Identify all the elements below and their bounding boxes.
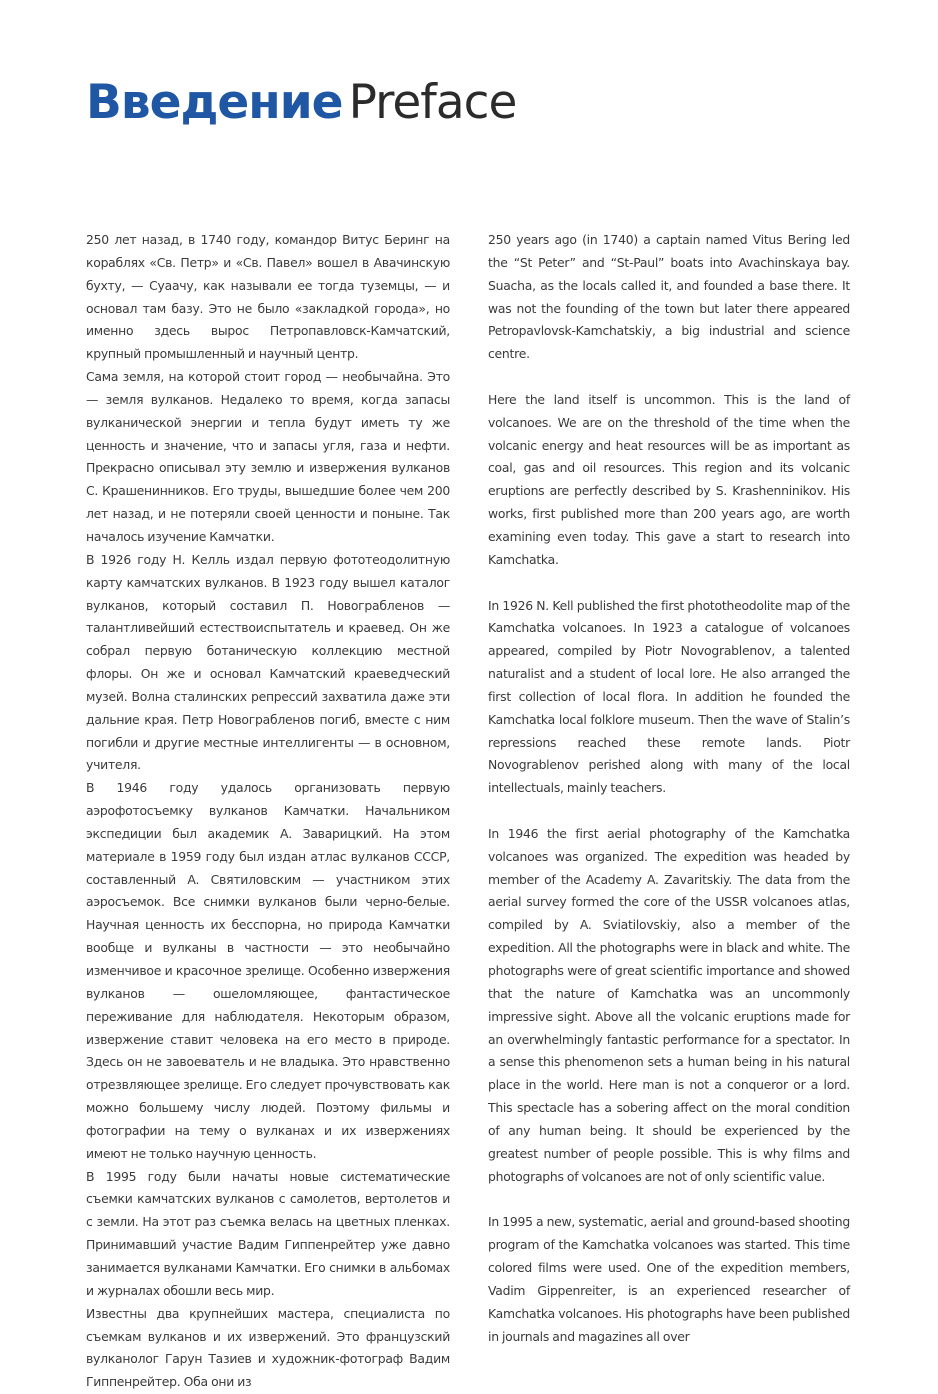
english-paragraph: In 1926 N. Kell published the first phototheodolite map of the Kamchatka volcanoes. In 1923 a catalogue of volcanoes appeared, compiled by Piotr Novograblenov, a talented naturalist and a student of local lore. He also arranged the first collection of local flora. In addition he founded the Kamchatka local folklore museum. Then the wave of Stalin’s repressions reached these remote lands. Piotr Novograblenov perished along with many of the local intellectuals, mainly teachers. <box>488 597 850 796</box>
russian-paragraph: В 1995 году были начаты новые систематические съемки камчатских вулканов с самолетов, вертолетов и с земли. На этот раз съемка велась на цветных пленках. Принимавший участие Вадим Гиппенрейтер уже давно занимается вулканами Камчатки. Его снимки в альбомах и журналах обошли весь мир. <box>86 1168 450 1298</box>
english-paragraph: In 1995 a new, systematic, aerial and ground-based shooting program of the Kamchatka volcanoes was started. This time colored films were used. One of the expedition members, Vadim Gippenreiter, is an experienced researcher of Kamchatka volcanoes. His photographs have been published in journals and magazines all over <box>488 1214 850 1344</box>
title-russian: Введение <box>86 75 343 130</box>
english-text-column <box>488 229 850 1348</box>
title-english: Preface <box>348 75 517 130</box>
english-paragraph: In 1946 the first aerial photography of the Kamchatka volcanoes was organized. The expedition was headed by member of the Academy A. Zavaritskiy. The data from the aerial survey formed the core of the USSR volcanoes atlas, compiled by A. Sviatilovskiy, also a member of the expedition. All the photographs were in black and white. The photographs were of great scientific importance and showed that the nature of Kamchatka was an uncommonly impressive sight. Above all the volcanic eruptions made for an overwhelmingly fantastic performance for a spectator. In a sense this phenomenon sets a human being in his natural place in the world. Here man is not a conqueror or a lord. This spectacle has a sobering affect on the moral condition of any human being. It should be experienced by the greatest number of people possible. This is why films and photographs of volcanoes are not of only scientific value. <box>488 825 850 1184</box>
russian-paragraph: В 1946 году удалось организовать первую аэрофотосъемку вулканов Камчатки. Начальником экспедиции был академик А. Заварицкий. На этом материале в 1959 году был издан атлас вулканов СССР, составленный А. Святиловским — участником этих аэросъемок. Все снимки вулканов были черно-белые. Научная ценность их бесспорна, но природа Камчатки вообще и вулканы в частности — это необычайно изменчивое и красочное зрелище. Особенно извержения вулканов — ошеломляющее, фантастическое переживание для наблюдателя. Некоторым образом, извержение ставит человека на его место в природе. Здесь он не завоеватель и не владыка. Это нравственно отрезвляющее зрелище. Его следует прочувствовать как можно большему числу людей. Поэтому фильмы и фотографии на тему о вулканах и их извержениях имеют не только научную ценность. <box>86 780 450 1161</box>
page-title <box>86 74 516 132</box>
russian-paragraph: 250 лет назад, в 1740 году, командор Витус Беринг на кораблях «Св. Петр» и «Св. Павел» вошел в Авачинскую бухту, — Суаачу, как называли ее тогда туземцы, — и основал там базу. Это не было «закладкой города», но именно здесь вырос Петропавловск-Камчатский, крупный промышленный и научный центр. <box>86 232 450 362</box>
russian-text-column <box>86 229 450 1394</box>
russian-paragraph: Сама земля, на которой стоит город — необычайна. Это — земля вулканов. Недалеко то время, когда запасы вулканической энергии и тепла будут иметь ту же ценность и значение, что и запасы угля, газа и нефти. Прекрасно описывал эту землю и извержения вулканов С. Крашенинников. Его труды, вышедшие более чем 200 лет назад, и не потеряли своей ценности и поныне. Так началось изучение Камчатки. <box>86 369 450 544</box>
russian-paragraph: В 1926 году Н. Келль издал первую фототеодолитную карту камчатских вулканов. В 1923 году вышел каталог вулканов, который составил П. Новограбленов — талантливейший естествоиспытатель и краевед. Он же собрал первую ботаническую коллекцию местной флоры. Он же и основал Камчатский краеведческий музей. Волна сталинских репрессий захватила даже эти дальние края. Петр Новограбленов погиб, вместе с ним погибли и другие местные интеллигенты — в основном, учителя. <box>86 551 450 773</box>
russian-paragraph: Известны два крупнейших мастера, специалиста по съемкам вулканов и их извержений. Это французский вулканолог Гарун Тазиев и художник-фотограф Вадим Гиппенрейтер. Оба они из <box>86 1305 450 1390</box>
english-paragraph: 250 years ago (in 1740) a captain named Vitus Bering led the “St Peter” and “St-Paul” boats into Avachinskaya bay. Suacha, as the locals called it, and founded a base there. It was not the founding of the town but later there appeared Petropavlovsk-Kamchatskiy, a big industrial and science centre. <box>488 232 850 362</box>
english-paragraph: Here the land itself is uncommon. This is the land of volcanoes. We are on the threshold of the time when the volcanic energy and heat resources will be as important as coal, gas and oil resources. This region and its volcanic eruptions are perfectly described by S. Krashenninikov. His works, first published more than 200 years ago, are worth examining even today. This gave a start to research into Kamchatka. <box>488 391 850 567</box>
